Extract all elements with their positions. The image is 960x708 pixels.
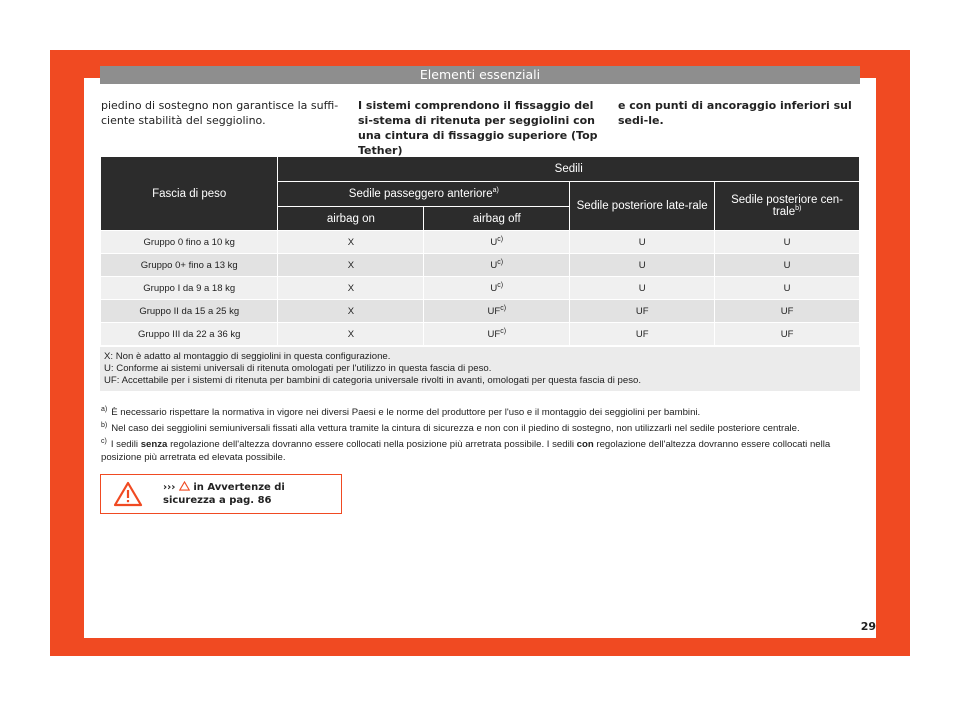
rear-side-value: UF [570,300,715,323]
rear-center-value: U [715,277,860,300]
rear-center-value: U [715,231,860,254]
seats-header: Sedili [278,157,860,182]
airbag-off-value: UF$^{c)}$ [424,323,570,346]
warning-triangle-icon [113,481,143,507]
weight-group: Gruppo 0+ fino a 13 kg [101,254,278,277]
small-warning-icon [179,481,190,491]
warning-box[interactable] [100,474,342,514]
airbag-off-value: $U^{c)}$ [424,231,570,254]
front-seat-header: Sedile passeggero anteriore$^{a)}$ [278,182,570,207]
child-seat-table [100,156,860,346]
rear-side-value: UF [570,323,715,346]
text-column-3: e con punti di ancoraggio inferiori sul sedi-le. [618,99,852,127]
warning-text: in Avvertenze di sicurezza a pag. 86 [163,482,285,506]
airbag-on-value: X [278,323,424,346]
airbag-on-value: X [278,254,424,277]
legend-line: U: Conforme ai sistemi universali di ritenuta omologati per l'utilizzo in questa fascia di peso. [104,363,492,374]
rear-side-value: U [570,231,715,254]
weight-group: Gruppo I da 9 a 18 kg [101,277,278,300]
rear-center-value: UF [715,323,860,346]
airbag-on-value: X [278,300,424,323]
rear-center-header: Sedile posteriore cen-trale$^{b)}$ [715,182,860,231]
rear-side-header: Sedile posteriore late-rale [570,182,715,231]
table-row [101,231,860,254]
table-row [101,323,860,346]
rear-side-value: U [570,254,715,277]
footnote-c: $^{c)}$ I sedili senza regolazione dell'altezza dovranno essere collocati nella posizione più arretrata possibile. I sedili con regolazione dell'altezza dovranno essere collocati nella posizione più arretrata ed elevata possibile. [101,438,831,463]
section-header: Elementi essenziali [100,66,860,84]
page-number: 29 [860,620,876,633]
airbag-off-header: airbag off [424,207,570,231]
airbag-off-value: $U^{c)}$ [424,277,570,300]
airbag-off-value: $U^{c)}$ [424,254,570,277]
table-legend [100,347,860,391]
airbag-on-value: X [278,231,424,254]
footnote-b: $^{b)}$ Nel caso dei seggiolini semiuniversali fissati alla vettura tramite la cintura di sicurezza e non con il piedino di sostegno, non utilizzarli nel sedile posteriore centrale. [101,422,800,435]
rear-center-value: UF [715,300,860,323]
legend-line: UF: Accettabile per i sistemi di ritenuta per bambini di categoria universale rivolti in avanti, omologati per questa fascia di peso. [104,375,641,386]
weight-group: Gruppo III da 22 a 36 kg [101,323,278,346]
weight-group: Gruppo II da 15 a 25 kg [101,300,278,323]
table-row [101,254,860,277]
rear-side-value: U [570,277,715,300]
text-column-2: I sistemi comprendono il fissaggio del si-stema di ritenuta per seggiolini con una cintura di fissaggio superiore (Top Tether) [358,99,598,157]
table-row [101,277,860,300]
arrows-icon: ››› [163,482,176,493]
airbag-on-value: X [278,277,424,300]
footnote-a: $^{a)}$ È necessario rispettare la normativa in vigore nei diversi Paesi e le norme del produttore per l'uso e il montaggio dei seggiolini per bambini. [101,406,701,419]
text-column-1: piedino di sostegno non garantisce la suffi-ciente stabilità del seggiolino. [101,99,339,127]
airbag-on-header: airbag on [278,207,424,231]
weight-header: Fascia di peso [101,157,278,231]
airbag-off-value: UF$^{c)}$ [424,300,570,323]
warning-link[interactable] [163,481,333,507]
rear-center-value: U [715,254,860,277]
legend-line: X: Non è adatto al montaggio di seggiolini in questa configurazione. [104,351,391,362]
weight-group: Gruppo 0 fino a 10 kg [101,231,278,254]
table-row [101,300,860,323]
